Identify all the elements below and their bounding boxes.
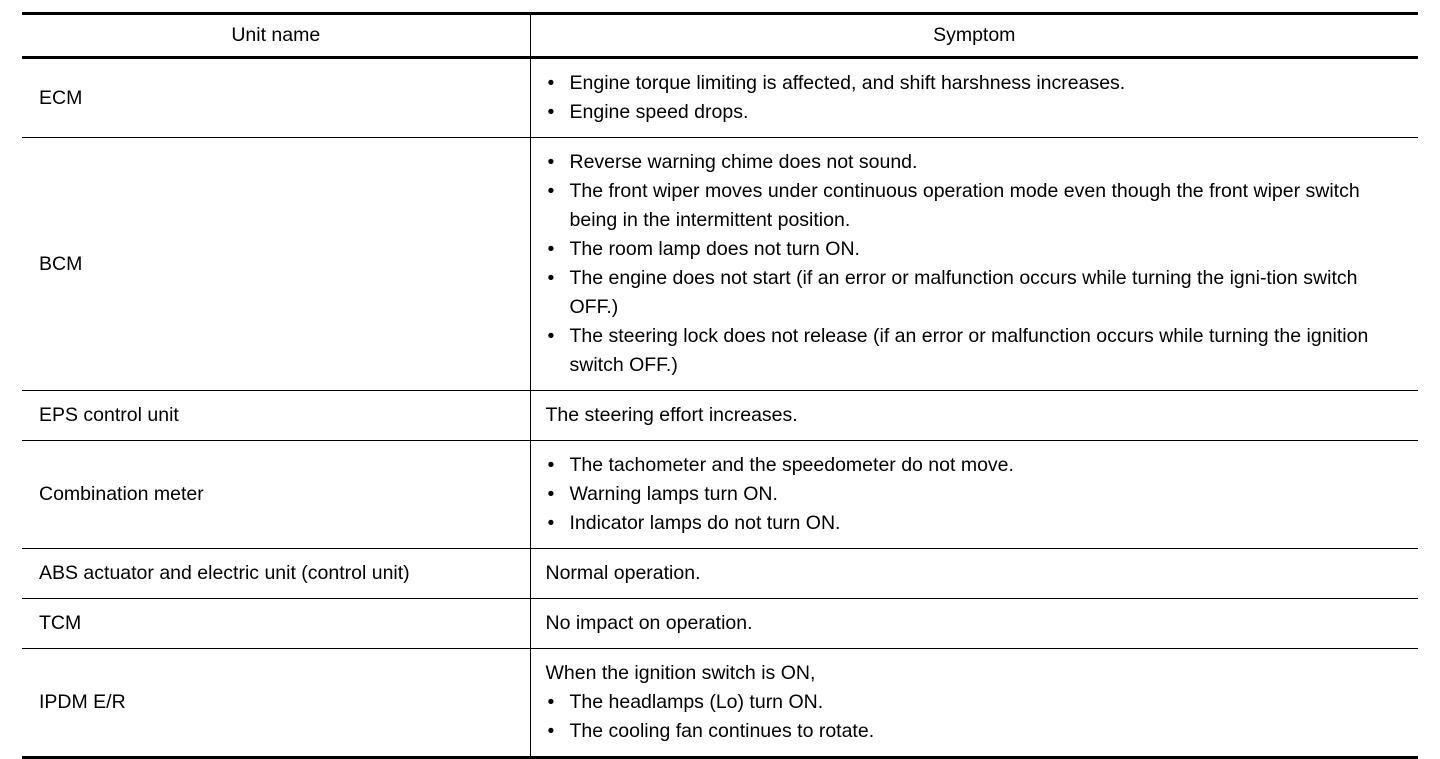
symptom-text: Normal operation. <box>545 561 701 584</box>
unit-cell: BCM <box>22 138 530 391</box>
table-row <box>22 649 1418 758</box>
table-row <box>22 58 1418 138</box>
symptom-item: • Reverse warning chime does not sound. <box>546 148 1411 177</box>
symptom-item: • Warning lamps turn ON. <box>546 480 1411 509</box>
symptom-cell <box>530 391 1418 441</box>
symptom-item: • The tachometer and the speedometer do not move. <box>546 451 1411 480</box>
symptom-cell <box>530 649 1418 758</box>
unit-cell: ABS actuator and electric unit (control unit) <box>22 549 530 599</box>
symptom-item: • Engine speed drops. <box>546 98 1411 127</box>
symptom-item: • The headlamps (Lo) turn ON. <box>546 688 1411 717</box>
symptom-lead-text: When the ignition switch is ON, <box>545 661 816 684</box>
table-row <box>22 549 1418 599</box>
table-body <box>22 58 1418 758</box>
symptom-header: Symptom <box>530 14 1418 58</box>
symptom-list <box>546 688 1411 746</box>
symptom-cell <box>530 441 1418 549</box>
symptom-cell <box>530 138 1418 391</box>
symptom-cell <box>530 58 1418 138</box>
symptom-item: • Engine torque limiting is affected, and shift harshness increases. <box>546 69 1411 98</box>
unit-name-header: Unit name <box>22 14 530 58</box>
symptom-item: • Indicator lamps do not turn ON. <box>546 509 1411 538</box>
symptom-list <box>546 148 1411 380</box>
symptom-item: • The steering lock does not release (if an error or malfunction occurs while turning the ignition switch OFF.) <box>546 322 1411 380</box>
table-row <box>22 599 1418 649</box>
symptom-item: • The room lamp does not turn ON. <box>546 235 1411 264</box>
unit-cell: IPDM E/R <box>22 649 530 758</box>
symptom-cell <box>530 549 1418 599</box>
header-row <box>22 14 1418 58</box>
symptom-list <box>546 451 1411 538</box>
table-header <box>22 14 1418 58</box>
table-row <box>22 138 1418 391</box>
symptom-table <box>22 12 1418 759</box>
unit-cell: Combination meter <box>22 441 530 549</box>
symptom-item: • The front wiper moves under continuous operation mode even though the front wiper switch being in the intermittent position. <box>546 177 1411 235</box>
symptom-text: No impact on operation. <box>545 611 753 634</box>
table-row <box>22 391 1418 441</box>
unit-cell: EPS control unit <box>22 391 530 441</box>
table-row <box>22 441 1418 549</box>
symptom-cell <box>530 599 1418 649</box>
symptom-list <box>546 69 1411 127</box>
symptom-item: • The engine does not start (if an error or malfunction occurs while turning the igni-tion switch OFF.) <box>546 264 1411 322</box>
symptom-text: The steering effort increases. <box>545 403 798 426</box>
symptom-item: • The cooling fan continues to rotate. <box>546 717 1411 746</box>
unit-cell: ECM <box>22 58 530 138</box>
unit-cell: TCM <box>22 599 530 649</box>
